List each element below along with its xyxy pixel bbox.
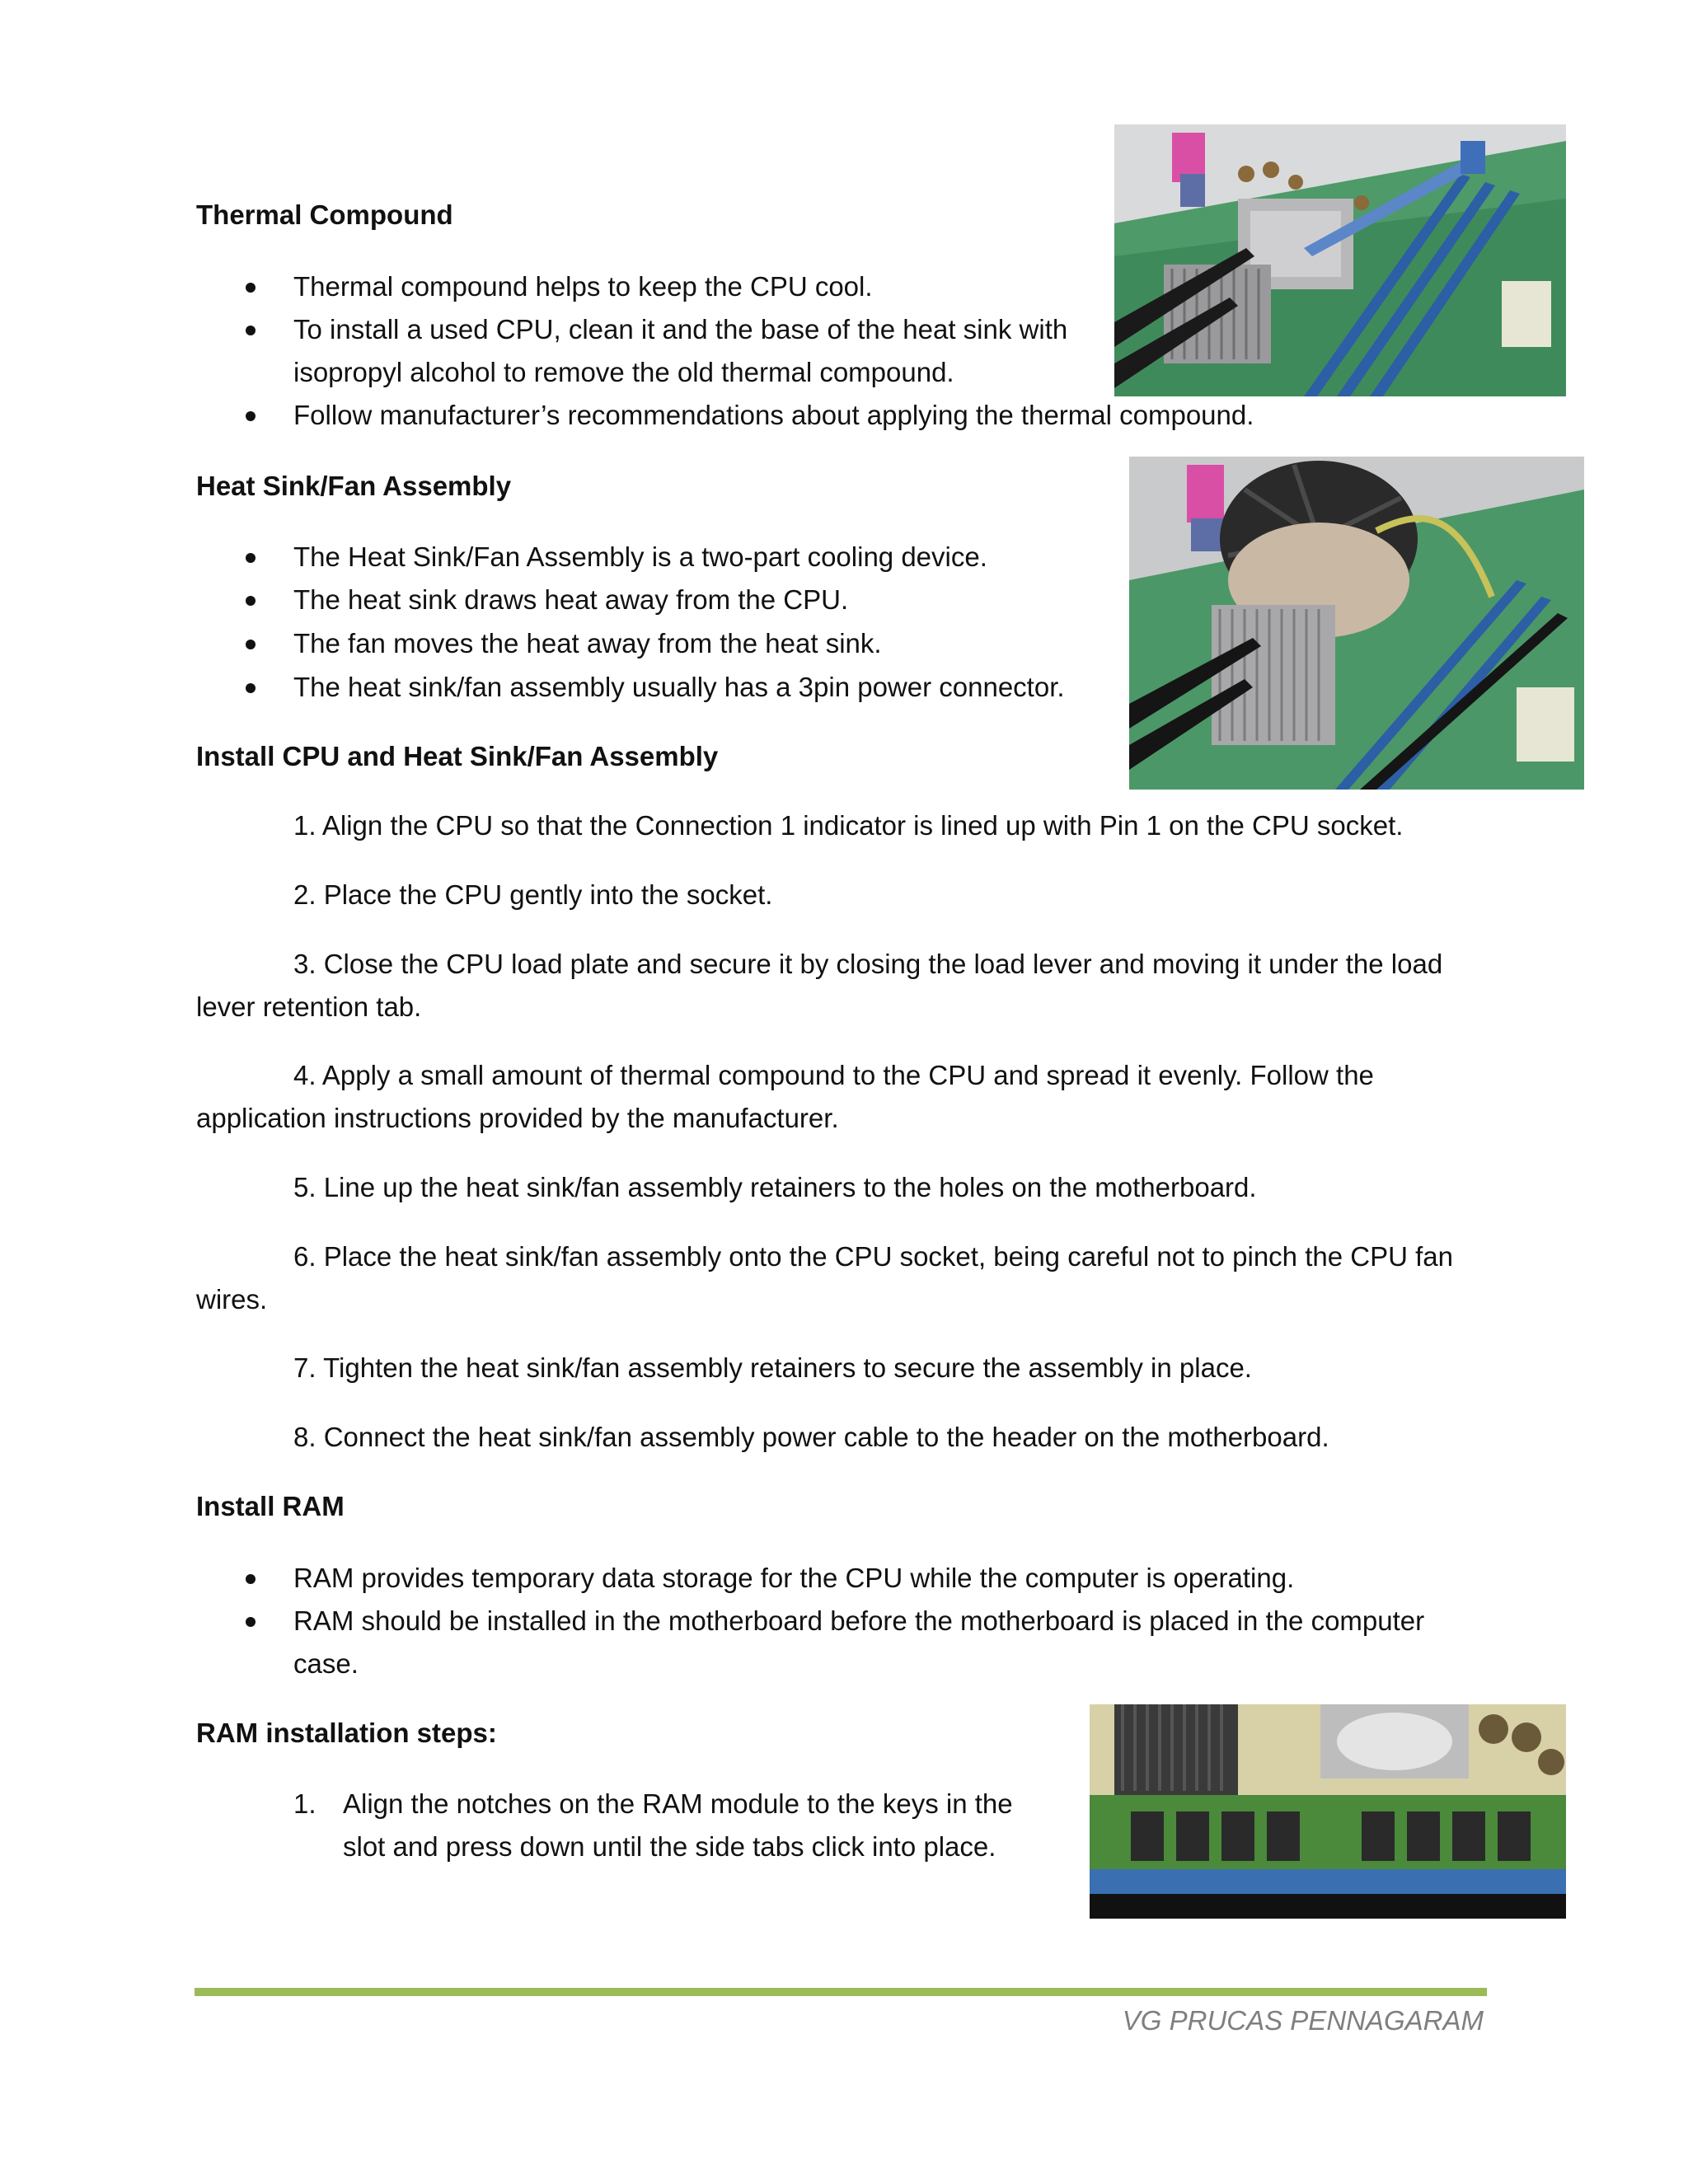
bullet [246,283,256,293]
cpu-step-2: 2. Place the CPU gently into the socket. [293,879,773,910]
ram-installation-photo [1090,1704,1566,1919]
heat-sink-fan-photo [1129,457,1584,790]
cpu-step-8: 8. Connect the heat sink/fan assembly power cable to the header on the motherboard. [293,1422,1329,1452]
ram-bullet-1: RAM provides temporary data storage for the CPU while the computer is operating. [293,1563,1295,1593]
cpu-step-6-cont: wires. [196,1284,268,1315]
ram-step-line-2: slot and press down until the side tabs click into place. [343,1831,996,1862]
thermal-bullet-1: Thermal compound helps to keep the CPU cool. [293,271,873,302]
cpu-step-3: 3. Close the CPU load plate and secure it by closing the load lever and moving it under the load [293,949,1443,979]
footer-rule [195,1988,1487,1996]
ram-step-line-1: Align the notches on the RAM module to the keys in the [343,1788,1013,1819]
cpu-step-7: 7. Tighten the heat sink/fan assembly retainers to secure the assembly in place. [293,1352,1252,1383]
heatsink-bullet-3: The fan moves the heat away from the heat sink. [293,628,882,658]
heatsink-bullet-1: The Heat Sink/Fan Assembly is a two-part cooling device. [293,541,987,572]
thermal-bullet-2: To install a used CPU, clean it and the base of the heat sink with [293,314,1068,344]
heatsink-bullet-4: The heat sink/fan assembly usually has a 3pin power connector. [293,672,1065,702]
ram-step-number: 1. [293,1788,316,1819]
bullet [246,411,256,421]
cpu-step-4: 4. Apply a small amount of thermal compound to the CPU and spread it evenly. Follow the [293,1060,1374,1090]
cpu-step-4-cont: application instructions provided by the manufacturer. [196,1103,839,1133]
bullet [246,1617,256,1627]
cpu-step-6: 6. Place the heat sink/fan assembly onto the CPU socket, being careful not to pinch the CPU fan [293,1241,1453,1272]
bullet [246,1574,256,1584]
ram-bullet-2-cont: case. [293,1648,359,1679]
cpu-step-5: 5. Line up the heat sink/fan assembly retainers to the holes on the motherboard. [293,1172,1257,1202]
thermal-bullet-3: Follow manufacturer’s recommendations about applying the thermal compound. [293,400,1254,430]
cpu-step-1: 1. Align the CPU so that the Connection 1 indicator is lined up with Pin 1 on the CPU socket. [293,810,1404,841]
bullet [246,326,256,335]
heatsink-bullet-2: The heat sink draws heat away from the CPU. [293,584,849,615]
bullet [246,596,256,606]
heading-thermal-compound: Thermal Compound [196,199,453,230]
heading-heat-sink-fan: Heat Sink/Fan Assembly [196,471,512,501]
heading-install-cpu: Install CPU and Heat Sink/Fan Assembly [196,741,719,771]
bullet [246,683,256,693]
bullet [246,640,256,649]
footer-text: VG PRUCAS PENNAGARAM [1122,2005,1484,2036]
thermal-bullet-2-cont: isopropyl alcohol to remove the old thermal compound. [293,357,954,387]
thermal-compound-photo [1114,124,1566,396]
heading-install-ram: Install RAM [196,1491,345,1521]
bullet [246,553,256,563]
heading-ram-steps: RAM installation steps: [196,1718,497,1748]
cpu-step-3-cont: lever retention tab. [196,991,422,1022]
ram-bullet-2: RAM should be installed in the motherboard before the motherboard is placed in the computer [293,1605,1425,1636]
